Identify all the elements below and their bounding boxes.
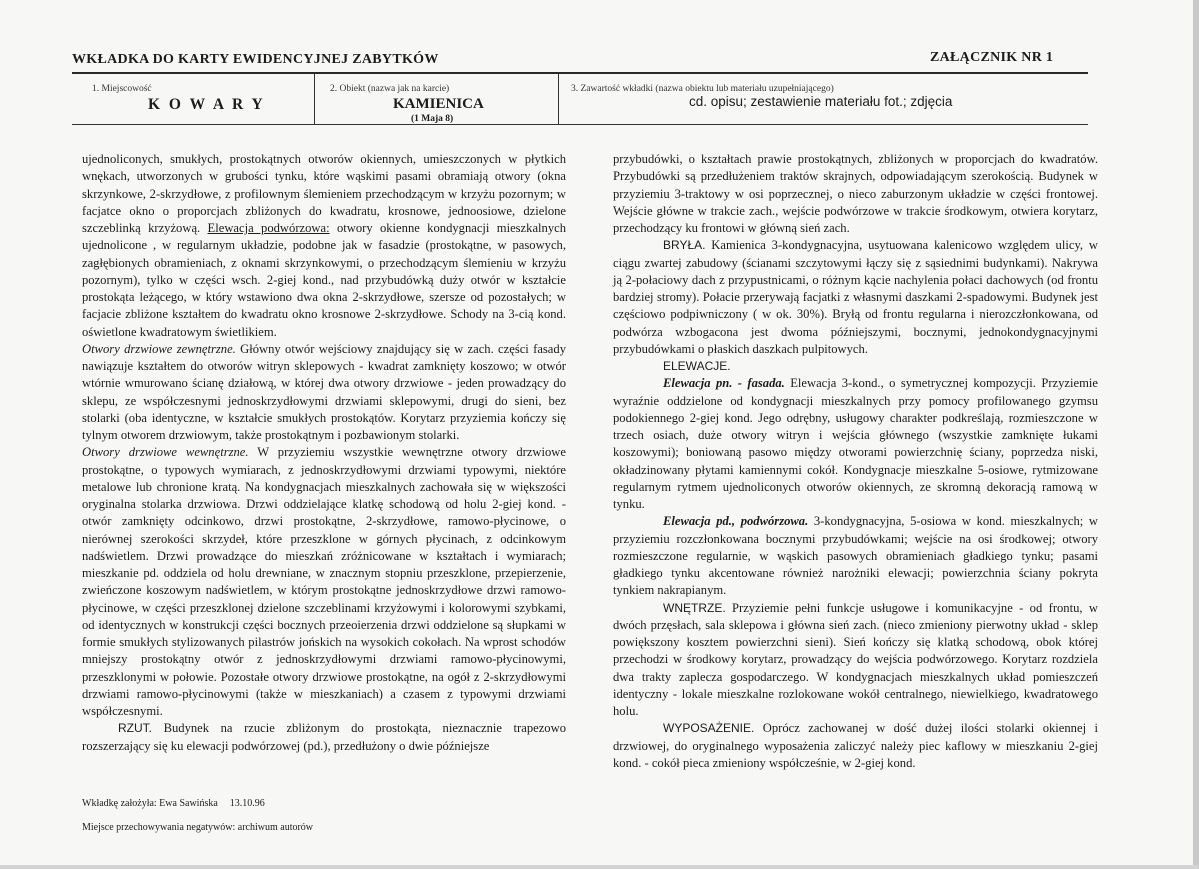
fields-divider (72, 124, 1088, 125)
paragraph-text: Kamienica 3-kondygnacyjna, usytuowana kalenicowo względem ulicy, w ciągu zwartej zabudowy (ścianami szczytowymi łączy się z sąsiednimi budynkami). Nakrywa ją 2-połaciowy dach z przypustnicami, o różnym kącie nachylenia połaci dachowych (od frontu bardziej stromy). Połacie przerywają facjatki z własnymi daszkami 2-spadowymi. Budynek jest częściowo podpiwniczony ( w ok. 30%). Bryłą od frontu regularna i nierozczłonkowana, od podwórza wzbogacona jest dwoma późniejszymi, bocznymi, jednokondygnacyjnymi przybudówkami o płaskich daszkach pulpitowych. (613, 238, 1098, 356)
content-field (559, 74, 1088, 124)
mass-heading: BRYŁA. (663, 238, 706, 253)
paragraph-mass (613, 237, 1098, 358)
external-doors-label: Otwory drzwiowe zewnętrzne. (82, 341, 236, 356)
object-label: 2. Obiekt (nazwa jak na karcie) (330, 84, 450, 94)
paragraph-furnishings (613, 720, 1098, 772)
paragraph-text: 3-kondygnacyjna, 5-osiowa w kond. mieszkalnych; w przyziemiu rozczłonkowana bocznymi przybudówkami; wejście na osi środkowej; otwory rozmieszczone regularnie, w wąskich pasowych obramieniach gładkiego tynku; pasami gładkiego tynku akcentowane również narożniki elewacji; powierzchnia ściany pokryta tynkiem nakrapianym. (613, 514, 1099, 598)
author-date: 13.10.96 (229, 798, 265, 809)
elevations-heading: ELEWACJE. (663, 359, 731, 373)
object-address: (1 Maja 8) (411, 114, 454, 124)
locality-label: 1. Miejscowość (92, 84, 152, 94)
content-label: 3. Zawartość wkładki (nazwa obiektu lub materiału uzupełniającego) (571, 84, 834, 94)
paragraph-text: Elewacja 3-kond., o symetrycznej kompozycji. Przyziemie wyraźnie oddzielone od kondygnacji mieszkalnych przy pomocy profilowanego gzymsu podokiennego 2-giej kond. Jego odrębny, usługowy charakter podkreślają, rozmieszczone w trzech osiach, duże otwory witryn i wejścia głównego (wszystkie zamknięte łukami koszowymi); boniowaną pasowo między otworami powierzchnię ściany, poprzedza niski, okładzinowany płytami kamiennymi cokół. Kondygnacje mieszkalne 5-osiowe, rytmizowane regularnym rytmem ujednoliconych otworów okiennych, ze skromną dekoracją ramową w tynku. (613, 376, 1098, 511)
left-text-column (82, 151, 566, 755)
paragraph-text: Przyziemie pełni funkcje usługowe i komunikacyjne - od frontu, w dwóch przęsłach, sala sklepowa i główna sień zach. (nieco zmieniony pierwotny układ - sklep powiększony kosztem powierzchni sieni). Sień kończy się klatką schodową, obok której przechodzi w środkowy korytarz, prowadzący do wejścia podwórzowego. Korytarz rozdziela dwa trakty zaplecza gospodarczego. W kondygnacjach mieszkalnych układ pomieszczeń identyczny - lokale mieszkalne rozlokowane wokół centralnego, niewielkiego, kwadratowego holu. (613, 600, 1098, 718)
paragraph-plan (82, 720, 566, 755)
right-text-column (613, 151, 1098, 772)
paragraph-interior (613, 600, 1098, 721)
paragraph-facade (613, 375, 1098, 513)
page-edge (1193, 0, 1199, 869)
internal-doors-label: Otwory drzwiowe wewnętrzne. (82, 445, 249, 460)
paragraph-text: Budynek na rzucie zbliżonym do prostokąta, nieznacznie trapezowo rozszerzający się ku elewacji podwórzowej (pd.), przedłużony o dwie późniejsze (82, 721, 566, 753)
annex-number: ZAŁĄCZNIK NR 1 (930, 50, 1054, 65)
storage-note: Miejsce przechowywania negatywów: archiwum autorów (82, 822, 314, 833)
page-edge-bottom (0, 865, 1199, 869)
paragraph-internal-doors (82, 444, 566, 720)
paragraph-text: W przyziemiu wszystkie wewnętrzne otwory drzwiowe prostokątne, o typowych wymiarach, z jednoskrzydłowymi drzwiami typowymi, niektóre metalowe lub chronione kratą. Na kondygnacjach mieszkalnych zachowała się w większości oryginalna stolarka drzwiowa. Drzwi oddzielające klatkę schodową od holu 2-giej kond. - otwór zamknięty odcinkowo, drzwi prostokątne, 2-skrzydłowe, ramowo-płycinowe, o nierównej szerokości skrzydeł, które przeszklone w górnych płycinach, z odcinkowym nadświetlem. Drzwi prowadzące do mieszkań zróżnicowane w kształtach i wymiarach; mieszkanie pd. oddziela od holu drewniane, w znacznym stopniu przeszklone, przepierzenie, zwieńczone koszowym nadświetlem, w którym prostokątne jednoskrzydłowe drzwi ramowo-płycinowe, w części przeszklonej dzielone szczeblinami krzyżowymi i kolorowymi szybkami, od identycznych w konstrukcji części bocznych przeoierzenia drzwi oddzielone są słupkami w formie smukłych stylizowanych pilastrów jońskich na wysokich cokołach. Na wprost schodów mniejszy prostokątny otwór z jednoskrzydłowymi drzwiami ramowo-płycinowymi, przeszklonymi w połowie. Pozostałe otwory drzwiowe prostokątne, na ogół z 2-skrzydłowymi drzwiami ramowo-płycinowymi (także w mieszkaniach) a czasem z typowymi drzwiami współczesnymi. (82, 445, 566, 718)
author-note (82, 798, 265, 809)
paragraph-text: Oprócz zachowanej w dość dużej ilości stolarki okiennej i drzwiowej, do oryginalnego wyposażenia zaliczyć należy piec kaflowy w mieszkaniu 2-giej kond. - cokół pieca zmieniony współcześnie, w 2-giej kond. (613, 721, 1098, 770)
paragraph-text: Główny otwór wejściowy znajdujący się w zach. części fasady nawiązuje kształtem do otworów witryn sklepowych - kwadrat zamknięty koszowo; w otwór wtórnie wmurowano ścianę działową, w której dwa otwory drzwiowe - jeden prowadzący do sklepu, ze współczesnymi jednoskrzydłowymi drzwiami sklepowymi, drugi do sieni, bez stolarki (oba identyczne, w kształcie smukłych prostokątów. Korytarz przyziemia kończy się tylnym otworem drzwiowym, także prostokątnym i pozbawionym stolarki. (82, 341, 566, 442)
locality-field (72, 74, 315, 124)
content-value: cd. opisu; zestawienie materiału fot.; zdjęcia (689, 94, 953, 109)
plan-heading: RZUT. (118, 721, 152, 736)
paragraph-extensions: przybudówki, o kształtach prawie prostokątnych, zbliżonych w proporcjach do kwadratów. Przybudówki są przedłużeniem traktów skrajnych, odpowiadającym szerokością. Budynek w przyziemiu 3-traktowy w osi poprzecznej, o nieco zaburzonym układzie w części frontowej. Wejście główne w trakcie zach., wejście podwórzowe w trakcie środkowym, otwiera korytarz, przechodzący ku frontowi w główną sień zach. (613, 152, 1098, 235)
courtyard-elevation-label: Elewacja podwórzowa: (207, 221, 330, 235)
paragraph-external-doors (82, 341, 566, 445)
document-title: WKŁADKA DO KARTY EWIDENCYJNEJ ZABYTKÓW (72, 52, 439, 67)
paragraph-text: ujednoliconych, smukłych, prostokątnych otworów okiennych, umieszczonych w płytkich wnękach, utworzonych w grubości tynku, które wąskimi pasami obramiają otwory (okna skrzynkowe, 2-skrzydłowe, z profilownym ślemieniem przechodzącym w krzyżu pozornym; w facjatce okno o proporcjach zbliżonych do kwadratu, krosnowe, jednoosiowe, dzielone szczeblinką krzyżową. (82, 152, 566, 235)
courtyard-elevation-heading: Elewacja pd., podwórzowa. (663, 514, 809, 529)
paragraph-text: otwory okienne kondygnacji mieszkalnych ujednolicone , w regularnym układzie, podobne jak w fasadzie (prostokątne, w pasowych, zagłębionych obramieniach, z oknami skrzynkowymi, o przechodzącym ślemieniu w krzyżu pozornym), tylko w części wsch. 2-giej kond., nad przybudówką duży otwór w kształcie prostokąta leżącego, w który wstawiono dwa okna 2-skrzydłowe, szersze od pozostałych; w facjacie zbliżone kształtem do kwadratu okno krosnowe 2-skrzydłowe. Schody na 3-cią kond. oświetlone kwadratowym świetlikiem. (82, 221, 567, 339)
author-text: Wkładkę założyła: Ewa Sawińska (82, 798, 218, 809)
object-field (315, 74, 559, 124)
facade-label: Elewacja pn. - fasada. (663, 376, 785, 391)
object-value: KAMIENICA (393, 96, 484, 112)
furnishings-heading: WYPOSAŻENIE. (663, 721, 755, 736)
paragraph-courtyard-elevation (613, 513, 1098, 599)
locality-value: K O W A R Y (148, 96, 266, 113)
paragraph-windows (82, 151, 566, 341)
interior-heading: WNĘTRZE. (663, 600, 726, 615)
